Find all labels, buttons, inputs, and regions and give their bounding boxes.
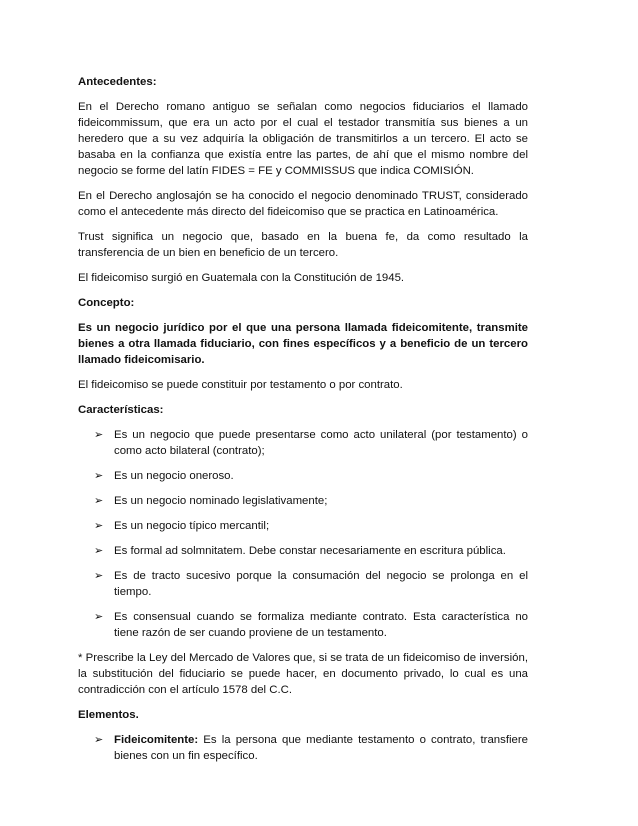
list-item: [78, 468, 528, 484]
list-item: [78, 427, 528, 459]
arrow-bullet-icon: ➢: [94, 520, 104, 532]
list-item: [78, 568, 528, 600]
concepto-heading: Concepto:: [78, 297, 135, 309]
element-term: Fideicomitente:: [114, 734, 199, 746]
list-item: [78, 732, 528, 764]
list-item: [78, 518, 528, 534]
list-item-text: Es consensual cuando se formaliza mediante contrato. Esta característica no tiene razón de ser cuando proviene de un testamento.: [114, 611, 528, 639]
arrow-bullet-icon: ➢: [94, 570, 104, 582]
antecedentes-paragraph-1: En el Derecho romano antiguo se señalan como negocios fiduciarios el llamado fideicommissum, que era un acto por el cual el testador transmitía sus bienes a un heredero que a su vez adquiría la obligación de transmitirlos a un tercero. El acto se basaba en la confianza que existía entre las partes, de ahí que el mismo nombre del negocio se forme del latín FIDES = FE y COMMISSUS que indica COMISIÓN.: [78, 101, 528, 177]
antecedentes-paragraph-2: En el Derecho anglosajón se ha conocido el negocio denominado TRUST, considerado como el antecedente más directo del fideicomiso que se practica en Latinoamérica.: [78, 190, 528, 218]
list-item: [78, 609, 528, 641]
caracteristicas-heading: Características:: [78, 404, 164, 416]
list-item-text: Es un negocio típico mercantil;: [114, 520, 270, 532]
antecedentes-paragraph-3: Trust significa un negocio que, basado en la buena fe, da como resultado la transferencia de un bien en beneficio de un tercero.: [78, 231, 528, 259]
elementos-heading: Elementos.: [78, 709, 139, 721]
antecedentes-heading: Antecedentes:: [78, 76, 157, 88]
list-item-text: Es un negocio que puede presentarse como acto unilateral (por testamento) o como acto bilateral (contrato);: [114, 429, 528, 457]
concepto-paragraph: El fideicomiso se puede constituir por testamento o por contrato.: [78, 379, 403, 391]
concepto-definition: Es un negocio jurídico por el que una persona llamada fideicomitente, transmite bienes a otra llamada fiduciario, con fines específicos y a beneficio de un tercero llamado fideicomisario.: [78, 322, 528, 366]
arrow-bullet-icon: ➢: [94, 495, 104, 507]
list-item-text: Es formal ad solmnitatem. Debe constar necesariamente en escritura pública.: [114, 545, 506, 557]
list-item: [78, 543, 528, 559]
caracteristicas-list: [78, 427, 528, 641]
arrow-bullet-icon: ➢: [94, 734, 104, 746]
arrow-bullet-icon: ➢: [94, 545, 104, 557]
list-item-text: Es un negocio nominado legislativamente;: [114, 495, 328, 507]
element-description: Es la persona que mediante testamento o contrato, transfiere bienes con un fin específico.: [114, 734, 528, 762]
arrow-bullet-icon: ➢: [94, 429, 104, 441]
arrow-bullet-icon: ➢: [94, 470, 104, 482]
list-item-text: Es un negocio oneroso.: [114, 470, 234, 482]
arrow-bullet-icon: ➢: [94, 611, 104, 623]
caracteristicas-note: * Prescribe la Ley del Mercado de Valores que, si se trata de un fideicomiso de inversión, la substitución del fiduciario se puede hacer, en documento privado, lo cual es una contradicción con el artículo 1578 del C.C.: [78, 652, 528, 696]
list-item: [78, 493, 528, 509]
elementos-list: [78, 732, 528, 764]
antecedentes-paragraph-4: El fideicomiso surgió en Guatemala con la Constitución de 1945.: [78, 272, 405, 284]
list-item-text: Es de tracto sucesivo porque la consumación del negocio se prolonga en el tiempo.: [114, 570, 528, 598]
